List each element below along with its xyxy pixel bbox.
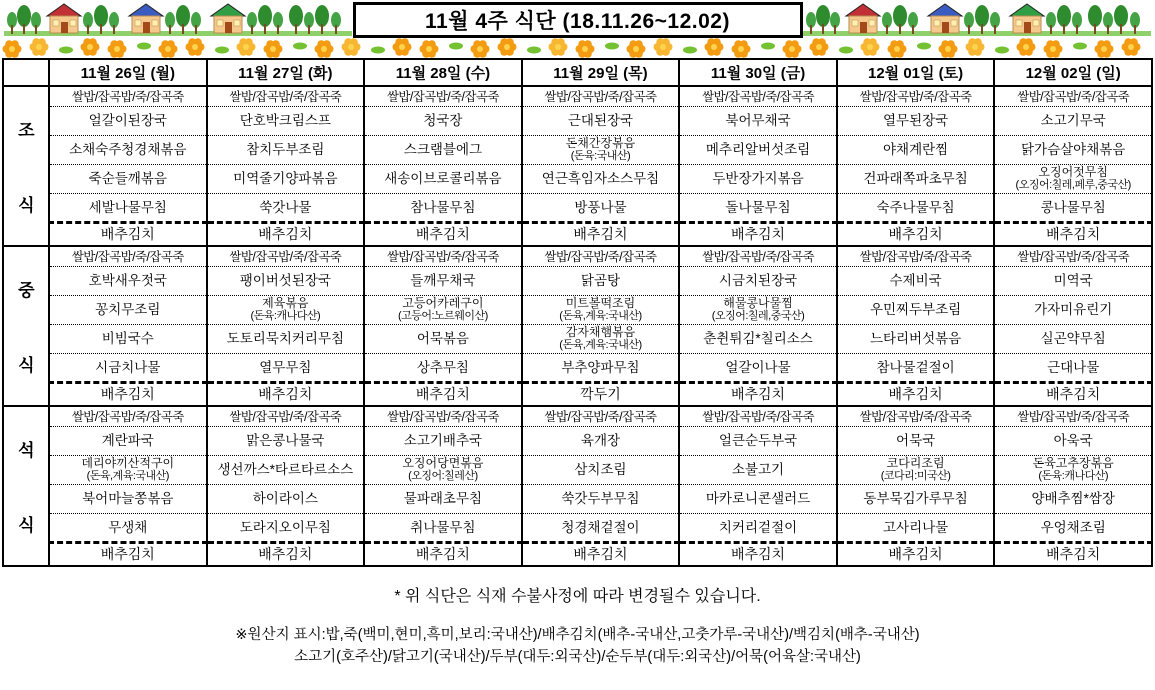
dish-origin: (돈육,계육:국내산) xyxy=(559,339,642,351)
dish-cell xyxy=(49,295,207,324)
rice-cell: 쌀밥/잡곡밥/죽/잡곡죽 xyxy=(522,246,680,266)
dish-name: 얼큰순두부국 xyxy=(718,433,798,448)
kimchi-cell: 배추김치 xyxy=(679,222,837,246)
dish-cell xyxy=(994,164,1152,193)
banner-decoration-right xyxy=(803,1,1151,37)
meal-label-char: 조 xyxy=(18,121,34,140)
dish-name: 어묵국 xyxy=(896,433,936,448)
dish-cell xyxy=(522,266,680,295)
rice-cell: 쌀밥/잡곡밥/죽/잡곡죽 xyxy=(837,246,995,266)
dish-name: 수제비국 xyxy=(889,273,942,288)
kimchi-cell: 배추김치 xyxy=(522,542,680,566)
dish-name: 소불고기 xyxy=(731,462,785,477)
dish-name: 열무무침 xyxy=(259,359,312,375)
kimchi-cell: 배추김치 xyxy=(679,542,837,566)
origin-line-1: ※원산지 표시:밥,죽(백미,현미,흑미,보리:국내산)/배추김치(배추-국내산,고춧가루-국내산)/백김치(배추-국내산) xyxy=(235,627,920,643)
dish-cell xyxy=(837,164,995,193)
dish-name: 들깨무채국 xyxy=(410,273,476,288)
dish-cell xyxy=(207,295,365,324)
dish-cell xyxy=(679,484,837,513)
kimchi-cell: 배추김치 xyxy=(207,382,365,406)
meal-label-wrap xyxy=(4,251,48,401)
dish-cell xyxy=(364,426,522,455)
dish-origin: (돈육,계육:국내산) xyxy=(86,470,169,482)
day-header: 11월 26일 (월) xyxy=(49,59,207,86)
banner xyxy=(0,0,1155,58)
dish-cell xyxy=(837,513,995,542)
dish-name: 우민찌두부조림 xyxy=(869,302,962,317)
day-header: 11월 27일 (화) xyxy=(207,59,365,86)
dish-name: 고등어카레구이 xyxy=(402,296,484,310)
dish-cell xyxy=(522,193,680,222)
kimchi-cell: 배추김치 xyxy=(994,542,1152,566)
dish-cell xyxy=(837,324,995,353)
dish-name: 돌나물무침 xyxy=(725,199,791,215)
dish-cell xyxy=(364,513,522,542)
dish-name: 소고기무국 xyxy=(1040,113,1106,128)
dish-cell xyxy=(994,426,1152,455)
dish-origin: (돈육:캐나다산) xyxy=(1038,470,1108,482)
dish-cell xyxy=(837,266,995,295)
rice-cell: 쌀밥/잡곡밥/죽/잡곡죽 xyxy=(49,406,207,426)
dish-cell xyxy=(994,266,1152,295)
dish-name: 무생채 xyxy=(108,519,148,535)
flower-border xyxy=(0,38,1155,58)
kimchi-cell: 배추김치 xyxy=(522,222,680,246)
dish-name: 닭가슴살야채볶음 xyxy=(1021,142,1126,157)
page-title-text: 11월 4주 식단 (18.11.26~12.02) xyxy=(425,10,730,33)
dish-cell xyxy=(522,484,680,513)
meal-label-wrap xyxy=(4,411,48,561)
kimchi-cell: 배추김치 xyxy=(679,382,837,406)
dish-cell xyxy=(364,106,522,135)
dish-cell xyxy=(837,426,995,455)
dish-cell xyxy=(364,164,522,193)
dish-name: 콩나물무침 xyxy=(1040,199,1106,215)
rice-cell: 쌀밥/잡곡밥/죽/잡곡죽 xyxy=(679,86,837,106)
dish-cell xyxy=(522,353,680,382)
dish-name: 느타리버섯볶음 xyxy=(869,331,962,346)
dish-name: 상추무침 xyxy=(416,359,469,375)
meal-label-breakfast xyxy=(3,86,49,246)
dish-name: 죽순들깨볶음 xyxy=(88,171,167,186)
dish-cell xyxy=(994,353,1152,382)
dish-cell xyxy=(994,484,1152,513)
dish-cell xyxy=(837,135,995,164)
dish-name: 시금치나물 xyxy=(95,359,161,375)
dish-name: 아욱국 xyxy=(1053,433,1093,448)
dish-name: 열무된장국 xyxy=(882,113,949,128)
kimchi-cell: 배추김치 xyxy=(49,222,207,246)
rice-cell: 쌀밥/잡곡밥/죽/잡곡죽 xyxy=(522,406,680,426)
dish-cell xyxy=(207,324,365,353)
dish-cell xyxy=(364,324,522,353)
dish-name: 참나물무침 xyxy=(410,199,476,215)
day-header: 12월 02일 (일) xyxy=(994,59,1152,86)
kimchi-cell: 배추김치 xyxy=(207,542,365,566)
dish-name: 우엉채조림 xyxy=(1040,519,1106,535)
dish-name: 맑은콩나물국 xyxy=(246,433,325,448)
dish-cell xyxy=(207,266,365,295)
dish-name: 미역줄기양파볶음 xyxy=(233,171,338,186)
rice-cell: 쌀밥/잡곡밥/죽/잡곡죽 xyxy=(364,86,522,106)
dish-name: 돈채간장볶음 xyxy=(565,136,636,150)
dish-cell xyxy=(994,513,1152,542)
dish-name: 북어마늘쫑볶음 xyxy=(82,491,174,506)
dish-name: 세발나물무침 xyxy=(88,199,167,215)
dish-cell xyxy=(49,135,207,164)
kimchi-cell: 깍두기 xyxy=(522,382,680,406)
dish-name: 단호박크림스프 xyxy=(239,113,331,128)
dish-name: 쑥갓나물 xyxy=(259,199,312,215)
rice-cell: 쌀밥/잡곡밥/죽/잡곡죽 xyxy=(679,406,837,426)
page-title xyxy=(353,2,803,38)
dish-cell xyxy=(994,295,1152,324)
meal-label-char: 중 xyxy=(18,281,34,300)
dish-name: 생선까스*타르타르소스 xyxy=(217,462,354,477)
dish-cell xyxy=(994,324,1152,353)
dish-cell xyxy=(49,484,207,513)
kimchi-cell: 배추김치 xyxy=(994,222,1152,246)
banner-decoration-left xyxy=(4,1,352,37)
dish-name: 새송이브로콜리볶음 xyxy=(384,171,502,186)
dish-name: 팽이버섯된장국 xyxy=(239,273,331,288)
houses-trees-illustration xyxy=(4,1,352,37)
dish-cell xyxy=(837,353,995,382)
meal-label-char: 석 xyxy=(18,441,34,460)
dish-name: 닭곰탕 xyxy=(580,273,621,288)
dish-name: 고사리나물 xyxy=(882,519,949,535)
dish-cell xyxy=(679,135,837,164)
rice-cell: 쌀밥/잡곡밥/죽/잡곡죽 xyxy=(994,246,1152,266)
menu-table xyxy=(2,58,1153,567)
dish-cell xyxy=(207,135,365,164)
kimchi-cell: 배추김치 xyxy=(994,382,1152,406)
dish-cell xyxy=(522,135,680,164)
dish-cell xyxy=(837,193,995,222)
dish-cell xyxy=(364,135,522,164)
dish-name: 야채계란찜 xyxy=(882,142,949,157)
dish-cell xyxy=(522,106,680,135)
dish-name: 얼갈이된장국 xyxy=(88,113,167,128)
dish-cell xyxy=(49,164,207,193)
dish-name: 두반장가지볶음 xyxy=(712,171,804,186)
kimchi-cell: 배추김치 xyxy=(837,542,995,566)
dish-name: 어묵볶음 xyxy=(416,331,469,346)
rice-cell: 쌀밥/잡곡밥/죽/잡곡죽 xyxy=(522,86,680,106)
dish-name: 데리야끼산적구이 xyxy=(81,456,175,470)
dish-name: 도토리묵치커리무침 xyxy=(226,331,345,346)
dish-cell xyxy=(522,295,680,324)
dish-name: 삼치조림 xyxy=(574,462,627,477)
dish-name: 얼갈이나물 xyxy=(725,359,791,375)
dish-cell xyxy=(837,106,995,135)
kimchi-cell: 배추김치 xyxy=(364,222,522,246)
dish-cell xyxy=(679,295,837,324)
dish-cell xyxy=(522,164,680,193)
dish-name: 양배추찜*쌈장 xyxy=(1031,491,1115,506)
dish-name: 감자채햄볶음 xyxy=(565,325,636,339)
dish-cell xyxy=(207,484,365,513)
dish-cell xyxy=(837,484,995,513)
kimchi-cell: 배추김치 xyxy=(837,222,995,246)
change-notice: * 위 식단은 식재 수불사정에 따라 변경될수 있습니다. xyxy=(394,588,761,605)
dish-cell xyxy=(49,353,207,382)
rice-cell: 쌀밥/잡곡밥/죽/잡곡죽 xyxy=(207,246,365,266)
dish-cell xyxy=(49,193,207,222)
day-header: 11월 28일 (수) xyxy=(364,59,522,86)
dish-cell xyxy=(679,353,837,382)
kimchi-cell: 배추김치 xyxy=(837,382,995,406)
dish-name: 가자미유린기 xyxy=(1034,302,1113,317)
dish-name: 오징어당면볶음 xyxy=(402,456,484,470)
rice-cell: 쌀밥/잡곡밥/죽/잡곡죽 xyxy=(207,406,365,426)
dish-name: 청국장 xyxy=(423,113,463,128)
dish-name: 치커리겉절이 xyxy=(718,519,798,535)
dish-name: 메추리알버섯조림 xyxy=(705,142,811,157)
rice-cell: 쌀밥/잡곡밥/죽/잡곡죽 xyxy=(364,406,522,426)
dish-name: 부추양파무침 xyxy=(561,359,640,375)
dish-name: 연근흑임자소스무침 xyxy=(541,171,660,186)
dish-name: 오징어젓무침 xyxy=(1038,165,1108,179)
rice-cell: 쌀밥/잡곡밥/죽/잡곡죽 xyxy=(49,246,207,266)
corner-cell xyxy=(3,59,49,86)
dish-cell xyxy=(679,324,837,353)
kimchi-cell: 배추김치 xyxy=(49,542,207,566)
dish-cell xyxy=(679,193,837,222)
dish-cell xyxy=(49,266,207,295)
dish-origin: (돈육:국내산) xyxy=(570,150,631,162)
dish-cell xyxy=(207,106,365,135)
dish-name: 돈육고추장볶음 xyxy=(1032,456,1114,470)
dish-cell xyxy=(49,324,207,353)
dish-cell xyxy=(679,455,837,484)
dish-name: 도라지오이무침 xyxy=(239,519,331,535)
dish-cell xyxy=(364,353,522,382)
dish-cell xyxy=(207,353,365,382)
dish-cell xyxy=(994,193,1152,222)
dish-origin: (오징어:칠레산) xyxy=(408,470,478,482)
houses-trees-illustration xyxy=(803,1,1151,37)
flowers-illustration xyxy=(0,38,1155,58)
origin-notice xyxy=(0,624,1155,668)
dish-name: 청경채겉절이 xyxy=(561,519,640,535)
dish-name: 시금치된장국 xyxy=(718,273,798,288)
dish-name: 쑥갓두부무침 xyxy=(561,491,640,506)
dish-name: 건파래쪽파초무침 xyxy=(863,171,968,186)
dish-cell xyxy=(837,455,995,484)
dish-cell xyxy=(522,426,680,455)
dish-name: 마카로니콘샐러드 xyxy=(705,491,811,506)
dish-origin: (돈육:캐나다산) xyxy=(250,310,321,322)
dish-name: 코다리조림 xyxy=(886,456,945,470)
rice-cell: 쌀밥/잡곡밥/죽/잡곡죽 xyxy=(207,86,365,106)
dish-name: 계란파국 xyxy=(101,433,154,448)
kimchi-cell: 배추김치 xyxy=(364,382,522,406)
dish-name: 방풍나물 xyxy=(574,199,627,215)
dish-name: 소고기배추국 xyxy=(403,433,483,448)
dish-cell xyxy=(679,513,837,542)
dish-name: 실곤약무침 xyxy=(1040,331,1106,346)
dish-origin: (오징어:칠레,중국산) xyxy=(711,310,805,322)
meal-label-dinner xyxy=(3,406,49,566)
dish-name: 소채숙주청경채볶음 xyxy=(69,142,187,157)
kimchi-cell: 배추김치 xyxy=(207,222,365,246)
dish-cell xyxy=(994,455,1152,484)
dish-name: 미역국 xyxy=(1053,273,1093,288)
day-header: 11월 30일 (금) xyxy=(679,59,837,86)
dish-name: 참나물겉절이 xyxy=(876,359,955,375)
dish-name: 취나물무침 xyxy=(410,519,476,535)
dish-cell xyxy=(522,513,680,542)
dish-cell xyxy=(994,135,1152,164)
meal-label-char: 식 xyxy=(18,516,34,535)
dish-origin: (고등어:노르웨이산) xyxy=(397,310,488,322)
dish-name: 동부묵김가루무침 xyxy=(863,491,968,506)
rice-cell: 쌀밥/잡곡밥/죽/잡곡죽 xyxy=(994,86,1152,106)
dish-cell xyxy=(679,266,837,295)
kimchi-cell: 배추김치 xyxy=(49,382,207,406)
day-header: 11월 29일 (목) xyxy=(522,59,680,86)
dish-origin: (돈육,계육:국내산) xyxy=(559,310,642,322)
rice-cell: 쌀밥/잡곡밥/죽/잡곡죽 xyxy=(679,246,837,266)
dish-name: 참치두부조림 xyxy=(246,142,325,157)
dish-cell xyxy=(207,455,365,484)
dish-cell xyxy=(364,484,522,513)
dish-cell xyxy=(522,455,680,484)
dish-cell xyxy=(364,295,522,324)
rice-cell: 쌀밥/잡곡밥/죽/잡곡죽 xyxy=(837,86,995,106)
dish-name: 하이라이스 xyxy=(252,491,318,506)
dish-name: 미트볼떡조림 xyxy=(565,296,636,310)
dish-cell xyxy=(837,295,995,324)
rice-cell: 쌀밥/잡곡밥/죽/잡곡죽 xyxy=(837,406,995,426)
meal-label-lunch xyxy=(3,246,49,406)
dish-name: 육개장 xyxy=(580,433,621,448)
dish-origin: (코다리:미국산) xyxy=(880,470,951,482)
dish-cell xyxy=(49,455,207,484)
meal-label-char: 식 xyxy=(18,356,34,375)
dish-cell xyxy=(994,106,1152,135)
dish-cell xyxy=(679,164,837,193)
dish-name: 숙주나물무침 xyxy=(876,199,955,215)
dish-cell xyxy=(49,513,207,542)
day-header: 12월 01일 (토) xyxy=(837,59,995,86)
dish-cell xyxy=(207,426,365,455)
dish-name: 꽁치무조림 xyxy=(95,302,161,317)
dish-origin: (오징어:칠레,페루,중국산) xyxy=(1015,179,1131,191)
dish-cell xyxy=(207,513,365,542)
rice-cell: 쌀밥/잡곡밥/죽/잡곡죽 xyxy=(364,246,522,266)
dish-cell xyxy=(364,193,522,222)
dish-name: 근대나물 xyxy=(1047,359,1100,375)
dish-name: 제육볶음 xyxy=(262,296,309,310)
dish-name: 비빔국수 xyxy=(101,331,154,346)
dish-cell xyxy=(49,426,207,455)
origin-line-2: 소고기(호주산)/닭고기(국내산)/두부(대두:외국산)/순두부(대두:외국산)/어묵(어육살:국내산) xyxy=(294,649,861,665)
kimchi-cell: 배추김치 xyxy=(364,542,522,566)
rice-cell: 쌀밥/잡곡밥/죽/잡곡죽 xyxy=(994,406,1152,426)
dish-name: 물파래초무침 xyxy=(403,491,483,506)
dish-cell xyxy=(364,455,522,484)
dish-cell xyxy=(364,266,522,295)
dish-name: 북어무채국 xyxy=(725,113,791,128)
dish-name: 해물콩나물찜 xyxy=(723,296,793,310)
dish-cell xyxy=(207,193,365,222)
rice-cell: 쌀밥/잡곡밥/죽/잡곡죽 xyxy=(49,86,207,106)
dish-name: 스크램블에그 xyxy=(403,142,483,157)
meal-label-wrap xyxy=(4,91,48,241)
dish-cell xyxy=(49,106,207,135)
dish-cell xyxy=(679,106,837,135)
dish-cell xyxy=(207,164,365,193)
dish-cell xyxy=(679,426,837,455)
dish-name: 호박새우젓국 xyxy=(88,273,167,288)
meal-label-char: 식 xyxy=(18,196,34,215)
dish-name: 근대된장국 xyxy=(567,113,634,128)
dish-cell xyxy=(522,324,680,353)
dish-name: 춘췬튀김*칠리소스 xyxy=(703,331,813,346)
